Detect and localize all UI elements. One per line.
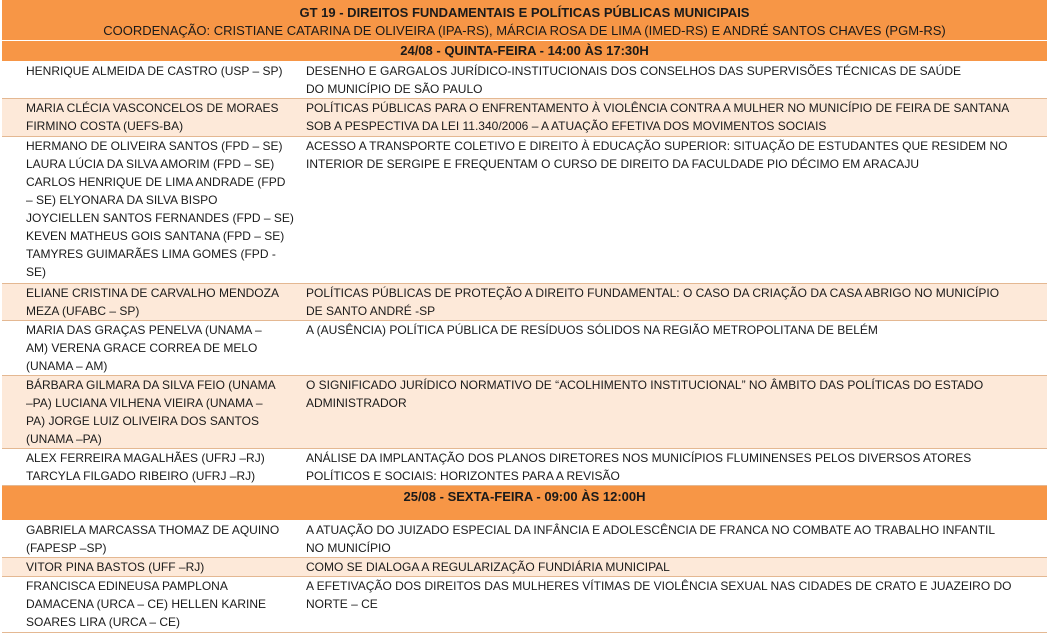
paper-title-cell: POLÍTICAS PÚBLICAS PARA O ENFRENTAMENTO À VIOLÊNCIA CONTRA A MULHER NO MUNICÍPIO DE FEIRA DE SANTANA SOB A PESPECTIVA DA LEI 11.340/2006 – A ATUAÇÃO EFETIVA DOS MOVIMENTOS SOCIAIS	[306, 101, 1010, 133]
presentation-row	[2, 321, 1047, 376]
presentation-row	[2, 62, 1047, 99]
paper-title-cell: ACESSO A TRANSPORTE COLETIVO E DIREITO À EDUCAÇÃO SUPERIOR: SITUAÇÃO DE ESTUDANTES QUE RESIDEM NO INTERIOR DE SERGIPE E FREQUENTAM O CURSO DE DIREITO DA FACULDADE PIO DÉCIMO EM ARACAJU	[306, 139, 1008, 171]
authors-cell: MARIA DAS GRAÇAS PENELVA (UNAMA – AM) VERENA GRACE CORREA DE MELO (UNAMA – AM)	[26, 323, 262, 373]
session-header: 24/08 - QUINTA-FEIRA - 14:00 ÀS 17:30H	[2, 41, 1047, 62]
authors-cell: BÁRBARA GILMARA DA SILVA FEIO (UNAMA –PA) LUCIANA VILHENA VIEIRA (UNAMA – PA) JORGE LUIZ OLIVEIRA DOS SANTOS (UNAMA –PA)	[26, 378, 276, 446]
presentation-row	[2, 99, 1047, 137]
paper-title-cell: ANÁLISE DA IMPLANTAÇÃO DOS PLANOS DIRETORES NOS MUNICÍPIOS FLUMINENSES PELOS DIVERSOS ATORES POLÍTICOS E SOCIAIS: HORIZONTES PARA A REVISÃO	[306, 451, 972, 483]
paper-title-cell: COMO SE DIALOGA A REGULARIZAÇÃO FUNDIÁRIA MUNICIPAL	[306, 560, 670, 574]
group-title: GT 19 - DIREITOS FUNDAMENTAIS E POLÍTICAS PÚBLICAS MUNICIPAIS	[299, 5, 750, 20]
program-sheet	[2, 0, 1047, 633]
presentation-row	[2, 376, 1047, 449]
authors-cell: VITOR PINA BASTOS (UFF –RJ)	[26, 560, 205, 574]
authors-cell: FRANCISCA EDINEUSA PAMPLONA DAMACENA (URCA – CE) HELLEN KARINE SOARES LIRA (URCA – CE)	[26, 579, 267, 629]
authors-cell: ELIANE CRISTINA DE CARVALHO MENDOZA MEZA (UFABC – SP)	[26, 286, 279, 318]
presentation-row	[2, 449, 1047, 486]
paper-title-cell: A EFETIVAÇÃO DOS DIREITOS DAS MULHERES VÍTIMAS DE VIOLÊNCIA SEXUAL NAS CIDADES DE CRATO E JUAZEIRO DO NORTE – CE	[306, 579, 1012, 611]
coordination-line: COORDENAÇÃO: CRISTIANE CATARINA DE OLIVEIRA (IPA-RS), MÁRCIA ROSA DE LIMA (IMED-RS) E ANDRÉ SANTOS CHAVES (PGM-RS)	[2, 21, 1047, 41]
paper-title-cell: DESENHO E GARGALOS JURÍDICO-INSTITUCIONAIS DOS CONSELHOS DAS SUPERVISÕES TÉCNICAS DE SAÚDE DO MUNICÍPIO DE SÃO PAULO	[306, 64, 962, 96]
paper-title-cell: A ATUAÇÃO DO JUIZADO ESPECIAL DA INFÂNCIA E ADOLESCÊNCIA DE FRANCA NO COMBATE AO TRABALHO INFANTIL NO MUNICÍPIO	[306, 523, 996, 555]
presentation-row	[2, 137, 1047, 284]
authors-cell: GABRIELA MARCASSA THOMAZ DE AQUINO (FAPESP –SP)	[26, 523, 280, 555]
session-header: 25/08 - SEXTA-FEIRA - 09:00 ÀS 12:00H	[2, 486, 1047, 521]
authors-cell: ALEX FERREIRA MAGALHÃES (UFRJ –RJ) TARCYLA FILGADO RIBEIRO (UFRJ –RJ)	[26, 451, 265, 483]
paper-title-cell: O SIGNIFICADO JURÍDICO NORMATIVO DE “ACOLHIMENTO INSTITUCIONAL” NO ÂMBITO DAS POLÍTICAS DO ESTADO ADMINISTRADOR	[306, 378, 984, 410]
presentation-row	[2, 577, 1047, 633]
authors-cell: HERMANO DE OLIVEIRA SANTOS (FPD – SE) LAURA LÚCIA DA SILVA AMORIM (FPD – SE) CARLOS HENRIQUE DE LIMA ANDRADE (FPD – SE) ELYONARA DA SILVA BISPO JOYCIELLEN SANTOS FERNANDES (FPD – SE) KEVEN MATHEUS GOIS SANTANA (FPD – SE) TAMYRES GUIMARÃES LIMA GOMES (FPD - SE)	[26, 139, 294, 279]
authors-cell: HENRIQUE ALMEIDA DE CASTRO (USP – SP)	[26, 64, 283, 78]
presentation-row	[2, 558, 1047, 577]
group-header	[2, 0, 1047, 41]
presentation-row	[2, 521, 1047, 558]
paper-title-cell: POLÍTICAS PÚBLICAS DE PROTEÇÃO A DIREITO FUNDAMENTAL: O CASO DA CRIAÇÃO DA CASA ABRIGO NO MUNICÍPIO DE SANTO ANDRÉ -SP	[306, 286, 1000, 318]
paper-title-cell: A (AUSÊNCIA) POLÍTICA PÚBLICA DE RESÍDUOS SÓLIDOS NA REGIÃO METROPOLITANA DE BELÉM	[306, 323, 878, 337]
presentation-row	[2, 284, 1047, 321]
authors-cell: MARIA CLÉCIA VASCONCELOS DE MORAES FIRMINO COSTA (UEFS-BA)	[26, 101, 279, 133]
